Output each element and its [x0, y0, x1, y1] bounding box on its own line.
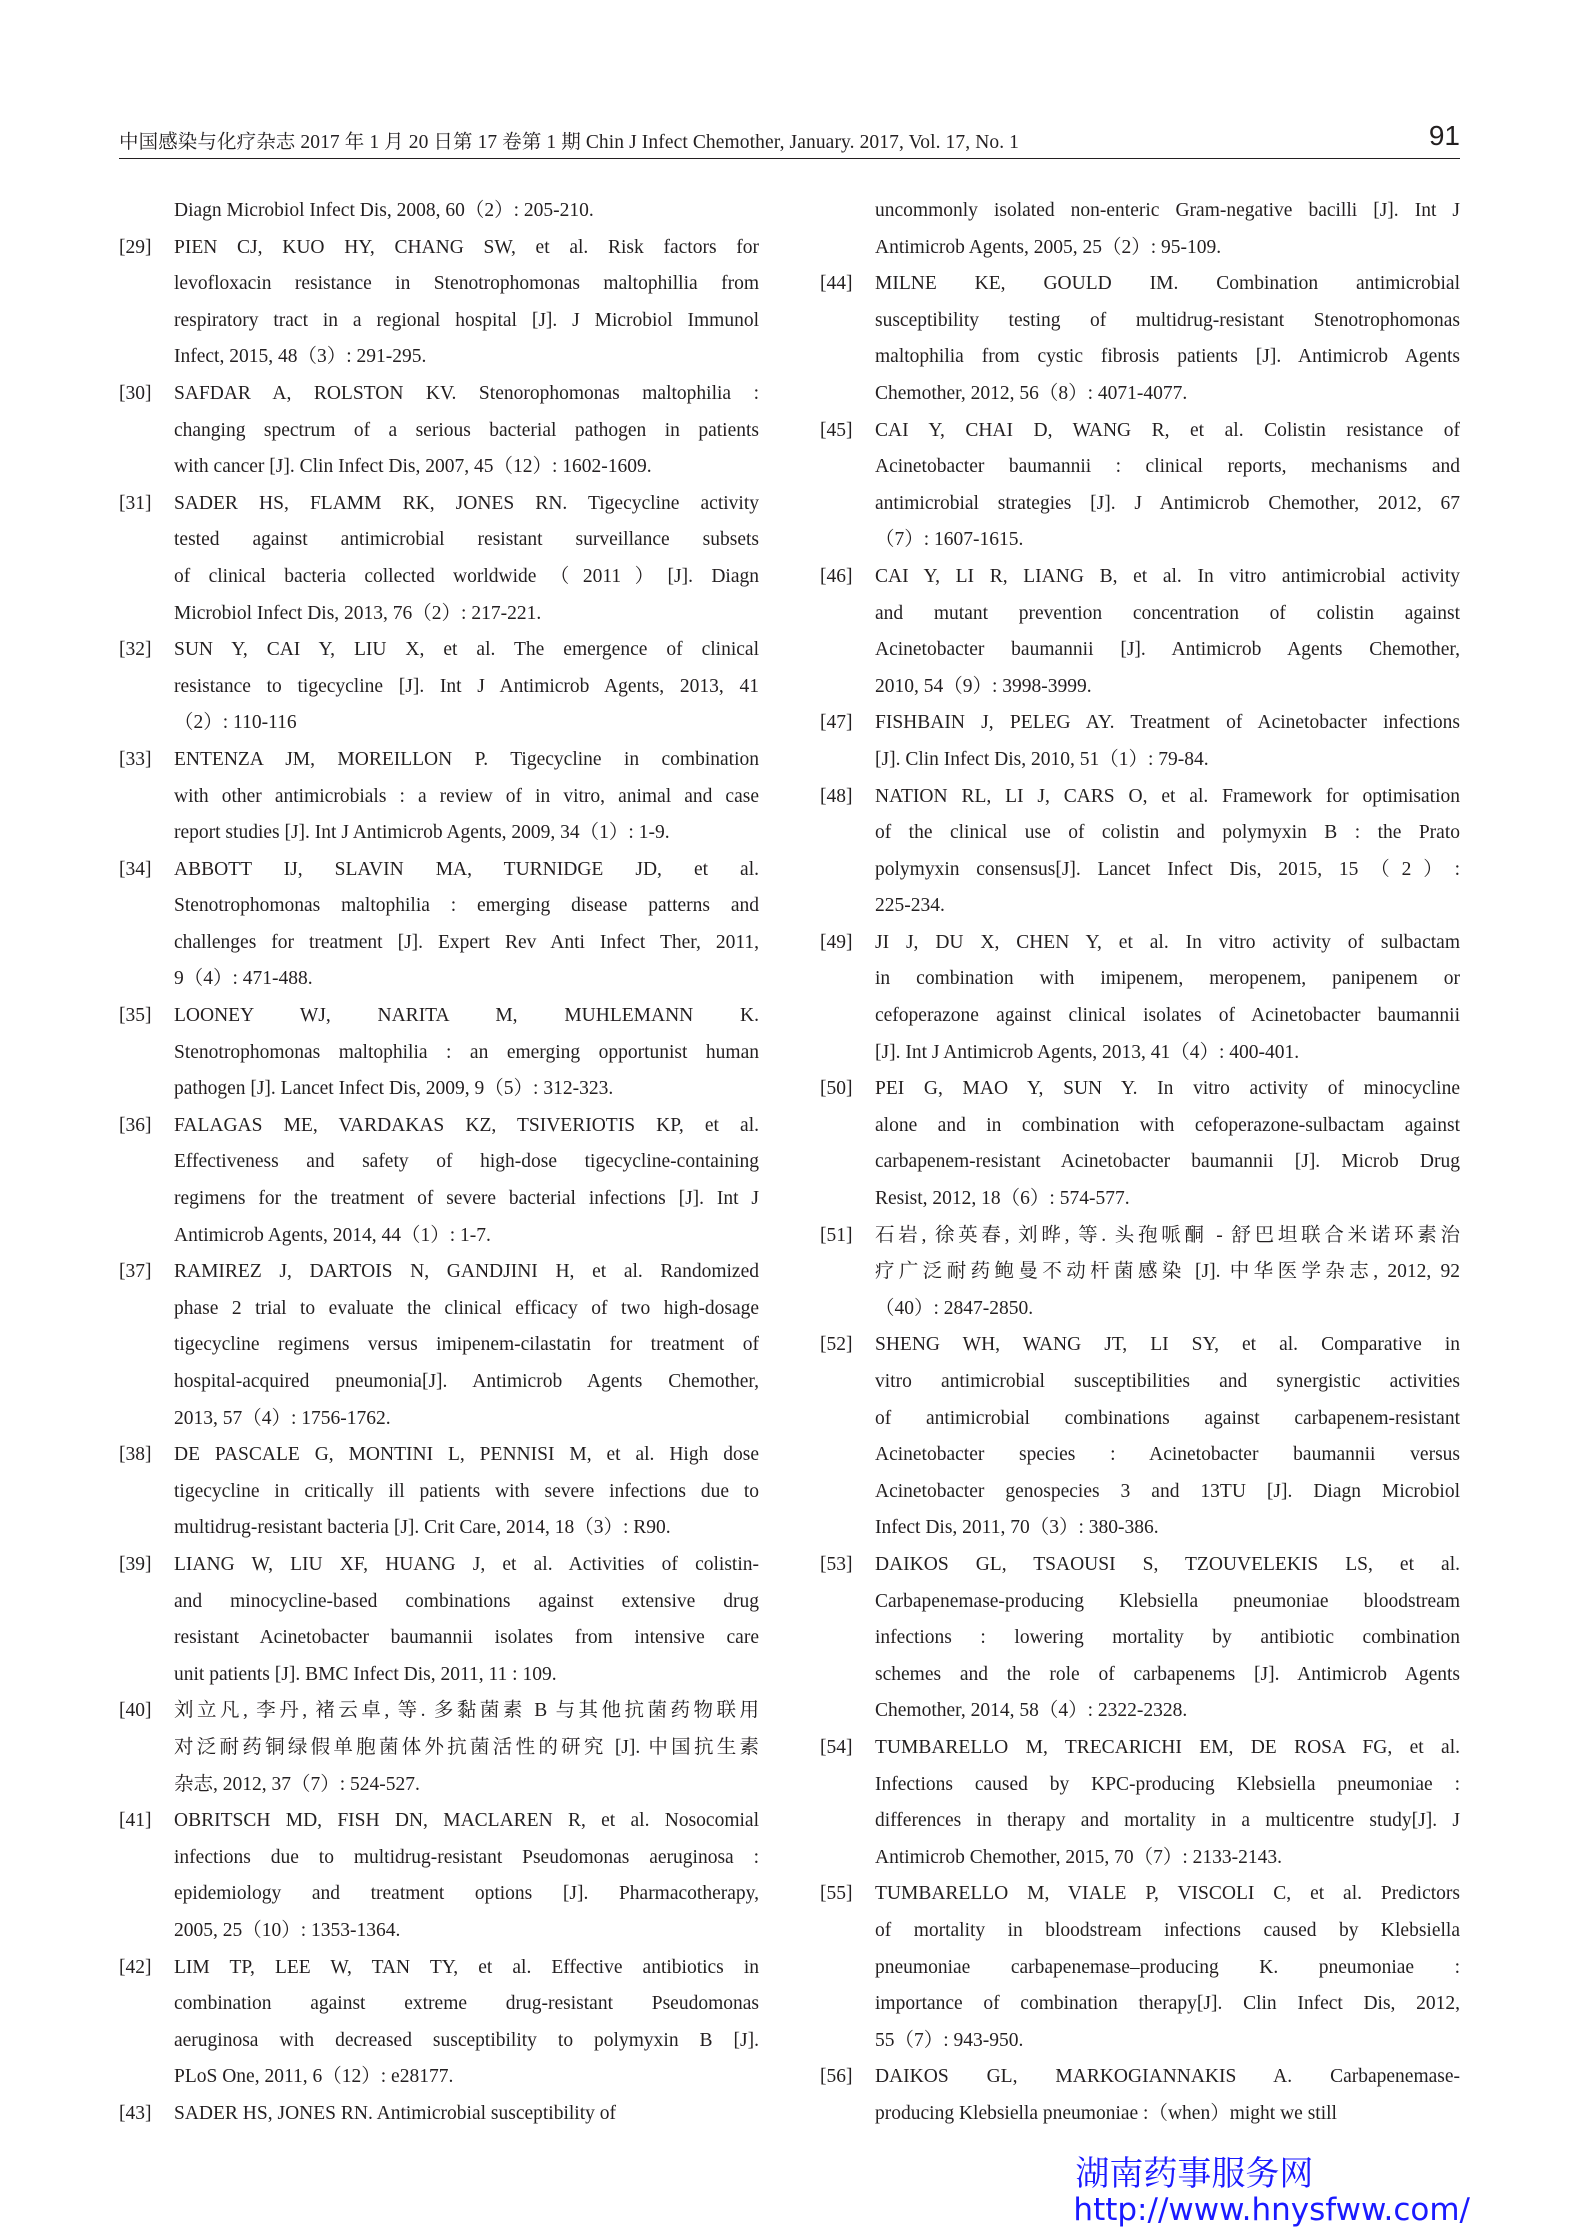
reference-item — [119, 486, 759, 632]
reference-text-line: SADER HS, JONES RN. Antimicrobial susceptibility of — [174, 2102, 617, 2124]
reference-number: [45] — [820, 419, 853, 441]
reference-text-line: polymyxin consensus[J]. Lancet Infect Dis, 2015, 15（2）: — [875, 858, 1460, 880]
reference-text-line: producing Klebsiella pneumoniae :（when）might we still — [875, 2102, 1337, 2124]
reference-text-line: uncommonly isolated non-enteric Gram-negative bacilli [J]. Int J — [875, 200, 1460, 221]
reference-number: [39] — [119, 1553, 152, 1575]
reference-text-line: Antimicrob Agents, 2014, 44（1）: 1-7. — [174, 1224, 491, 1246]
reference-text-line: TUMBARELLO M, TRECARICHI EM, DE ROSA FG, et al. — [875, 1736, 1460, 1758]
running-header — [119, 122, 1460, 156]
reference-text-line: report studies [J]. Int J Antimicrob Agents, 2009, 34（1）: 1-9. — [174, 822, 670, 844]
header-divider — [119, 158, 1460, 159]
reference-item — [119, 998, 759, 1108]
reference-item — [119, 1547, 759, 1693]
reference-text-line: differences in therapy and mortality in a multicentre study[J]. J — [875, 1810, 1460, 1832]
reference-number: [56] — [820, 2066, 853, 2088]
reference-text-line: Acinetobacter baumannii [J]. Antimicrob Agents Chemother, — [875, 639, 1460, 661]
reference-number: [29] — [119, 236, 152, 258]
reference-text-line: alone and in combination with cefoperazone-sulbactam against — [875, 1114, 1460, 1136]
reference-text-line: schemes and the role of carbapenems [J]. Antimicrob Agents — [875, 1663, 1460, 1685]
reference-number: [41] — [119, 1810, 152, 1832]
reference-item — [119, 742, 759, 852]
reference-text-line: MILNE KE, GOULD IM. Combination antimicrobial — [875, 273, 1460, 295]
reference-text-line: CAI Y, CHAI D, WANG R, et al. Colistin resistance of — [875, 419, 1460, 441]
reference-text-line: Chemother, 2014, 58（4）: 2322-2328. — [875, 1700, 1188, 1722]
reference-text-line: 9（4）: 471-488. — [174, 968, 313, 990]
reference-number: [55] — [820, 1883, 853, 1905]
reference-text-line: cefoperazone against clinical isolates of Acinetobacter baumannii — [875, 1005, 1460, 1027]
reference-text-line: vitro antimicrobial susceptibilities and synergistic activities — [875, 1371, 1460, 1392]
reference-text-line: levofloxacin resistance in Stenotrophomonas maltophillia from — [174, 273, 759, 295]
reference-text-line: and mutant prevention concentration of colistin against — [875, 602, 1460, 624]
reference-item — [820, 1218, 1460, 1328]
reference-number: [34] — [119, 858, 152, 880]
reference-number: [35] — [119, 1005, 152, 1027]
reference-number: [37] — [119, 1261, 152, 1283]
reference-text-line: susceptibility testing of multidrug-resistant Stenotrophomonas — [875, 309, 1460, 331]
reference-text-line: PLoS One, 2011, 6（12）: e28177. — [174, 2066, 454, 2088]
reference-item — [119, 1803, 759, 1949]
reference-item — [119, 1254, 759, 1437]
reference-item — [820, 1327, 1460, 1547]
reference-item — [119, 632, 759, 742]
reference-item — [820, 2059, 1460, 2132]
reference-number: [31] — [119, 492, 152, 514]
reference-number: [33] — [119, 748, 152, 770]
reference-text-line: SAFDAR A, ROLSTON KV. Stenorophomonas maltophilia : — [174, 382, 759, 404]
reference-text-line: maltophilia from cystic fibrosis patients [J]. Antimicrob Agents — [875, 346, 1460, 368]
reference-text-line: Acinetobacter species : Acinetobacter baumannii versus — [875, 1444, 1460, 1466]
reference-number: [51] — [820, 1224, 853, 1246]
reference-item — [820, 1730, 1460, 1876]
reference-text-line: 对泛耐药铜绿假单胞菌体外抗菌活性的研究 [J]. 中国抗生素 — [174, 1736, 759, 1758]
reference-number: [53] — [820, 1553, 853, 1575]
watermark-url[interactable]: http://www.hnysfww.com/ — [1073, 2192, 1470, 2229]
watermark-title: 湖南药事服务网 — [1075, 2154, 1314, 2194]
reference-text-line: PEI G, MAO Y, SUN Y. In vitro activity of minocycline — [875, 1078, 1460, 1100]
reference-item — [820, 1876, 1460, 2059]
reference-number: [47] — [820, 712, 853, 734]
reference-item — [820, 779, 1460, 925]
reference-item — [119, 230, 759, 376]
reference-text-line: tigecycline regimens versus imipenem-cilastatin for treatment of — [174, 1334, 759, 1356]
reference-text-line: respiratory tract in a regional hospital [J]. J Microbiol Immunol — [174, 309, 759, 331]
reference-item — [119, 852, 759, 998]
reference-text-line: LIM TP, LEE W, TAN TY, et al. Effective antibiotics in — [174, 1956, 759, 1978]
reference-text-line: Antimicrob Agents, 2005, 25（2）: 95-109. — [875, 236, 1222, 258]
reference-number: [38] — [119, 1444, 152, 1466]
reference-text-line: Infect, 2015, 48（3）: 291-295. — [174, 346, 427, 368]
reference-text-line: PIEN CJ, KUO HY, CHANG SW, et al. Risk factors for — [174, 236, 759, 258]
reference-text-line: phase 2 trial to evaluate the clinical efficacy of two high-dosage — [174, 1297, 759, 1319]
reference-text-line: aeruginosa with decreased susceptibility to polymyxin B [J]. — [174, 2029, 759, 2051]
reference-text-line: LOONEY WJ, NARITA M, MUHLEMANN K. — [174, 1005, 759, 1027]
reference-text-line: of antimicrobial combinations against carbapenem-resistant — [875, 1407, 1460, 1429]
reference-text-line: resistance to tigecycline [J]. Int J Antimicrob Agents, 2013, 41 — [174, 675, 759, 697]
page-number: 91 — [1428, 120, 1460, 151]
reference-item — [119, 1437, 759, 1547]
reference-text-line: unit patients [J]. BMC Infect Dis, 2011, 11 : 109. — [174, 1663, 557, 1685]
reference-number: [42] — [119, 1956, 152, 1978]
reference-text-line: infections : lowering mortality by antibiotic combination — [875, 1627, 1460, 1649]
reference-text-line: SUN Y, CAI Y, LIU X, et al. The emergence of clinical — [174, 639, 759, 661]
reference-text-line: Microbiol Infect Dis, 2013, 76（2）: 217-221. — [174, 602, 542, 624]
reference-text-line: （40）: 2847-2850. — [875, 1297, 1034, 1319]
reference-text-line: regimens for the treatment of severe bacterial infections [J]. Int J — [174, 1188, 759, 1210]
site-watermark — [1073, 2155, 1470, 2228]
reference-text-line: 2005, 25（10）: 1353-1364. — [174, 1919, 401, 1941]
reference-text-line: FALAGAS ME, VARDAKAS KZ, TSIVERIOTIS KP, et al. — [174, 1114, 759, 1136]
reference-text-line: tested against antimicrobial resistant surveillance subsets — [174, 529, 759, 551]
reference-text-line: multidrug-resistant bacteria [J]. Crit Care, 2014, 18（3）: R90. — [174, 1517, 671, 1539]
reference-text-line: resistant Acinetobacter baumannii isolates from intensive care — [174, 1627, 759, 1649]
reference-number: [30] — [119, 382, 152, 404]
reference-text-line: Effectiveness and safety of high-dose tigecycline-containing — [174, 1151, 759, 1173]
reference-text-line: pneumoniae carbapenemase–producing K. pneumoniae : — [875, 1956, 1460, 1978]
reference-text-line: of the clinical use of colistin and polymyxin B : the Prato — [875, 822, 1460, 844]
reference-number: [48] — [820, 785, 853, 807]
reference-text-line: Diagn Microbiol Infect Dis, 2008, 60（2）: 205-210. — [174, 200, 594, 221]
reference-text-line: （7）: 1607-1615. — [875, 529, 1024, 551]
reference-text-line: DAIKOS GL, MARKOGIANNAKIS A. Carbapenemase- — [875, 2066, 1460, 2088]
reference-text-line: hospital-acquired pneumonia[J]. Antimicrob Agents Chemother, — [174, 1371, 759, 1392]
reference-text-line: changing spectrum of a serious bacterial pathogen in patients — [174, 419, 759, 441]
reference-item — [119, 2096, 759, 2133]
reference-item — [119, 376, 759, 486]
reference-column-right — [820, 193, 1460, 2132]
reference-item — [820, 193, 1460, 266]
reference-text-line: DE PASCALE G, MONTINI L, PENNISI M, et al. High dose — [174, 1444, 759, 1466]
reference-item — [119, 1950, 759, 2096]
reference-text-line: ABBOTT IJ, SLAVIN MA, TURNIDGE JD, et al. — [174, 858, 759, 880]
reference-text-line: Antimicrob Chemother, 2015, 70（7）: 2133-2143. — [875, 1846, 1283, 1868]
reference-text-line: FISHBAIN J, PELEG AY. Treatment of Acinetobacter infections — [875, 712, 1460, 734]
reference-item — [119, 193, 759, 230]
reference-item — [820, 1071, 1460, 1217]
reference-text-line: JI J, DU X, CHEN Y, et al. In vitro activity of sulbactam — [875, 931, 1460, 953]
reference-text-line: carbapenem-resistant Acinetobacter baumannii [J]. Microb Drug — [875, 1151, 1460, 1173]
reference-item — [119, 1693, 759, 1803]
reference-number: [32] — [119, 639, 152, 661]
reference-item — [119, 1108, 759, 1254]
reference-text-line: 杂志, 2012, 37（7）: 524-527. — [174, 1773, 420, 1795]
reference-text-line: epidemiology and treatment options [J]. Pharmacotherapy, — [174, 1883, 759, 1905]
reference-text-line: Stenotrophomonas maltophilia : emerging disease patterns and — [174, 895, 759, 917]
reference-text-line: Acinetobacter baumannii : clinical reports, mechanisms and — [875, 456, 1460, 478]
reference-text-line: ENTENZA JM, MOREILLON P. Tigecycline in combination — [174, 748, 759, 770]
reference-text-line: importance of combination therapy[J]. Clin Infect Dis, 2012, — [875, 1993, 1460, 2015]
reference-number: [54] — [820, 1736, 853, 1758]
reference-text-line: Resist, 2012, 18（6）: 574-577. — [875, 1188, 1130, 1210]
reference-text-line: SADER HS, FLAMM RK, JONES RN. Tigecycline activity — [174, 492, 759, 514]
reference-number: [36] — [119, 1114, 152, 1136]
reference-text-line: DAIKOS GL, TSAOUSI S, TZOUVELEKIS LS, et al. — [875, 1553, 1460, 1575]
reference-text-line: with other antimicrobials : a review of in vitro, animal and case — [174, 785, 759, 807]
reference-item — [820, 925, 1460, 1071]
reference-number: [43] — [119, 2102, 152, 2124]
reference-number: [40] — [119, 1700, 152, 1722]
reference-item — [820, 705, 1460, 778]
reference-text-line: 刘立凡, 李丹, 褚云卓, 等. 多黏菌素 B 与其他抗菌药物联用 — [174, 1700, 759, 1722]
reference-item — [820, 1547, 1460, 1730]
reference-text-line: Chemother, 2012, 56（8）: 4071-4077. — [875, 382, 1188, 404]
reference-item — [820, 266, 1460, 412]
reference-text-line: in combination with imipenem, meropenem, panipenem or — [875, 968, 1460, 990]
reference-text-line: RAMIREZ J, DARTOIS N, GANDJINI H, et al. Randomized — [174, 1261, 759, 1283]
reference-text-line: 225-234. — [875, 895, 945, 917]
reference-number: [50] — [820, 1078, 853, 1100]
reference-text-line: 2010, 54（9）: 3998-3999. — [875, 675, 1092, 697]
reference-number: [44] — [820, 273, 853, 295]
reference-text-line: Stenotrophomonas maltophilia : an emerging opportunist human — [174, 1041, 759, 1063]
reference-text-line: LIANG W, LIU XF, HUANG J, et al. Activities of colistin- — [174, 1553, 759, 1575]
reference-text-line: CAI Y, LI R, LIANG B, et al. In vitro antimicrobial activity — [875, 565, 1460, 587]
reference-text-line: Infections caused by KPC-producing Klebsiella pneumoniae : — [875, 1773, 1460, 1795]
reference-text-line: tigecycline in critically ill patients with severe infections due to — [174, 1480, 759, 1502]
reference-text-line: （2）: 110-116 — [174, 712, 297, 734]
reference-text-line: OBRITSCH MD, FISH DN, MACLAREN R, et al. Nosocomial — [174, 1810, 759, 1832]
reference-item — [820, 559, 1460, 705]
reference-text-line: with cancer [J]. Clin Infect Dis, 2007, 45（12）: 1602-1609. — [174, 456, 652, 478]
reference-text-line: Acinetobacter genospecies 3 and 13TU [J]. Diagn Microbiol — [875, 1480, 1460, 1502]
reference-text-line: 2013, 57（4）: 1756-1762. — [174, 1407, 391, 1429]
journal-citation-line: 中国感染与化疗杂志 2017 年 1 月 20 日第 17 卷第 1 期 Chin J Infect Chemother, January. 2017, Vol. 17, No. 1 — [119, 132, 1020, 153]
reference-number: [49] — [820, 931, 853, 953]
reference-text-line: challenges for treatment [J]. Expert Rev Anti Infect Ther, 2011, — [174, 931, 759, 953]
reference-text-line: TUMBARELLO M, VIALE P, VISCOLI C, et al. Predictors — [875, 1883, 1460, 1905]
reference-text-line: 疗广泛耐药鲍曼不动杆菌感染 [J]. 中华医学杂志, 2012, 92 — [875, 1261, 1460, 1283]
reference-text-line: of mortality in bloodstream infections caused by Klebsiella — [875, 1919, 1460, 1941]
reference-column-left — [119, 193, 759, 2132]
reference-text-line: Carbapenemase-producing Klebsiella pneumoniae bloodstream — [875, 1590, 1460, 1612]
reference-text-line: combination against extreme drug-resistant Pseudomonas — [174, 1993, 759, 2015]
reference-text-line: infections due to multidrug-resistant Pseudomonas aeruginosa : — [174, 1846, 759, 1868]
reference-text-line: antimicrobial strategies [J]. J Antimicrob Chemother, 2012, 67 — [875, 492, 1460, 514]
reference-number: [46] — [820, 565, 853, 587]
reference-text-line: [J]. Int J Antimicrob Agents, 2013, 41（4）: 400-401. — [875, 1041, 1300, 1063]
reference-text-line: 55（7）: 943-950. — [875, 2029, 1024, 2051]
reference-text-line: 石岩, 徐英春, 刘晔, 等. 头孢哌酮 - 舒巴坦联合米诺环素治 — [875, 1224, 1460, 1246]
reference-item — [820, 413, 1460, 559]
reference-text-line: of clinical bacteria collected worldwide（2011）[J]. Diagn — [174, 565, 759, 587]
reference-text-line: SHENG WH, WANG JT, LI SY, et al. Comparative in — [875, 1334, 1460, 1356]
reference-text-line: pathogen [J]. Lancet Infect Dis, 2009, 9（5）: 312-323. — [174, 1078, 614, 1100]
reference-text-line: NATION RL, LI J, CARS O, et al. Framework for optimisation — [875, 785, 1460, 807]
reference-text-line: Infect Dis, 2011, 70（3）: 380-386. — [875, 1517, 1159, 1539]
reference-text-line: and minocycline-based combinations against extensive drug — [174, 1590, 759, 1612]
reference-number: [52] — [820, 1334, 853, 1356]
reference-text-line: [J]. Clin Infect Dis, 2010, 51（1）: 79-84. — [875, 748, 1209, 770]
